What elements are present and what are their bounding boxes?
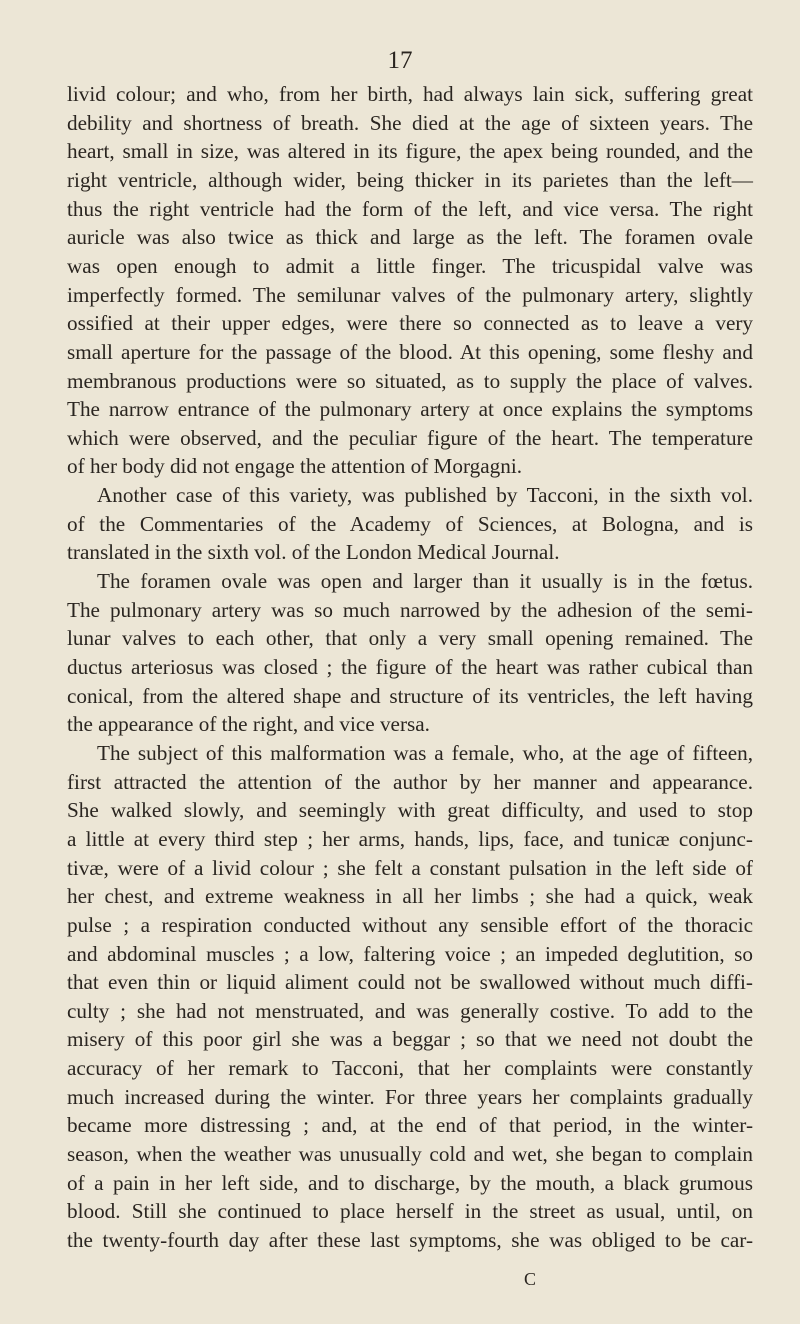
text-line: of the Commentaries of the Academy of Sciences, at Bologna, and is <box>67 511 753 536</box>
text-line: She walked slowly, and seemingly with great difficulty, and used to stop <box>67 798 753 823</box>
text-line: first attracted the attention of the author by her manner and appearance. <box>67 769 753 794</box>
text-line: much increased during the winter. For three years her complaints gradually <box>67 1084 753 1109</box>
text-line: which were observed, and the peculiar figure of the heart. The temperature <box>67 425 753 450</box>
text-line: season, when the weather was unusually cold and wet, she began to complain <box>67 1142 753 1166</box>
text-line: became more distressing ; and, at the end of that period, in the winter- <box>67 1113 753 1138</box>
text-line: The narrow entrance of the pulmonary artery at once explains the symptoms <box>67 397 753 422</box>
text-line: of her body did not engage the attention of Morgagni. <box>67 454 523 479</box>
text-line: Another case of this variety, was published by Tacconi, in the sixth vol. <box>97 483 753 508</box>
text-line: misery of this poor girl she was a beggar ; so that we need not doubt the <box>67 1027 753 1052</box>
text-line: the twenty-fourth day after these last symptoms, she was obliged to be car- <box>67 1228 753 1252</box>
page-number: 17 <box>387 47 413 74</box>
text-line: debility and shortness of breath. She died at the age of sixteen years. The <box>67 110 753 135</box>
text-line: imperfectly formed. The semilunar valves of the pulmonary artery, slightly <box>67 282 753 307</box>
text-line: the appearance of the right, and vice versa. <box>67 712 430 737</box>
text-line: lunar valves to each other, that only a very small opening remained. The <box>67 626 753 651</box>
text-line: small aperture for the passage of the blood. At this opening, some fleshy and <box>67 339 753 364</box>
text-line: blood. Still she continued to place herself in the street as usual, until, on <box>67 1199 753 1224</box>
text-line: The pulmonary artery was so much narrowed by the adhesion of the semi- <box>67 597 753 622</box>
text-line: membranous productions were so situated, as to supply the place of valves. <box>67 368 753 393</box>
text-line: was open enough to admit a little finger. The tricuspidal valve was <box>67 253 753 278</box>
text-line: culty ; she had not menstruated, and was generally costive. To add to the <box>67 998 753 1023</box>
text-line: heart, small in size, was altered in its figure, the apex being rounded, and the <box>67 139 753 164</box>
text-line: The foramen ovale was open and larger than it usually is in the fœtus. <box>97 569 753 593</box>
text-line: ossified at their upper edges, were there so connected as to leave a very <box>67 311 753 336</box>
text-line: right ventricle, although wider, being thicker in its parietes than the left— <box>67 167 753 192</box>
text-line: accuracy of her remark to Tacconi, that her complaints were constantly <box>67 1056 753 1081</box>
text-line: a little at every third step ; her arms, hands, lips, face, and tunicæ conjunc- <box>67 826 753 851</box>
text-line: that even thin or liquid aliment could not be swallowed without much diffi- <box>67 970 753 995</box>
text-line: The subject of this malformation was a female, who, at the age of fifteen, <box>97 740 753 765</box>
text-line: her chest, and extreme weakness in all her limbs ; she had a quick, weak <box>67 884 753 909</box>
signature-mark: C <box>524 1269 537 1289</box>
text-line: auricle was also twice as thick and large as the left. The foramen ovale <box>67 225 753 250</box>
text-line: ductus arteriosus was closed ; the figure of the heart was rather cubical than <box>67 655 753 679</box>
text-line: translated in the sixth vol. of the London Medical Journal. <box>67 540 560 565</box>
text-line: pulse ; a respiration conducted without any sensible effort of the thoracic <box>67 912 753 937</box>
text-line: thus the right ventricle had the form of the left, and vice versa. The right <box>67 196 753 221</box>
text-line: and abdominal muscles ; a low, faltering voice ; an impeded deglutition, so <box>67 941 753 966</box>
text-line: conical, from the altered shape and structure of its ventricles, the left having <box>67 683 753 708</box>
text-line: livid colour; and who, from her birth, had always lain sick, suffering great <box>67 82 753 106</box>
text-line: tivæ, were of a livid colour ; she felt a constant pulsation in the left side of <box>67 855 753 880</box>
text-line: of a pain in her left side, and to discharge, by the mouth, a black grumous <box>67 1170 753 1195</box>
